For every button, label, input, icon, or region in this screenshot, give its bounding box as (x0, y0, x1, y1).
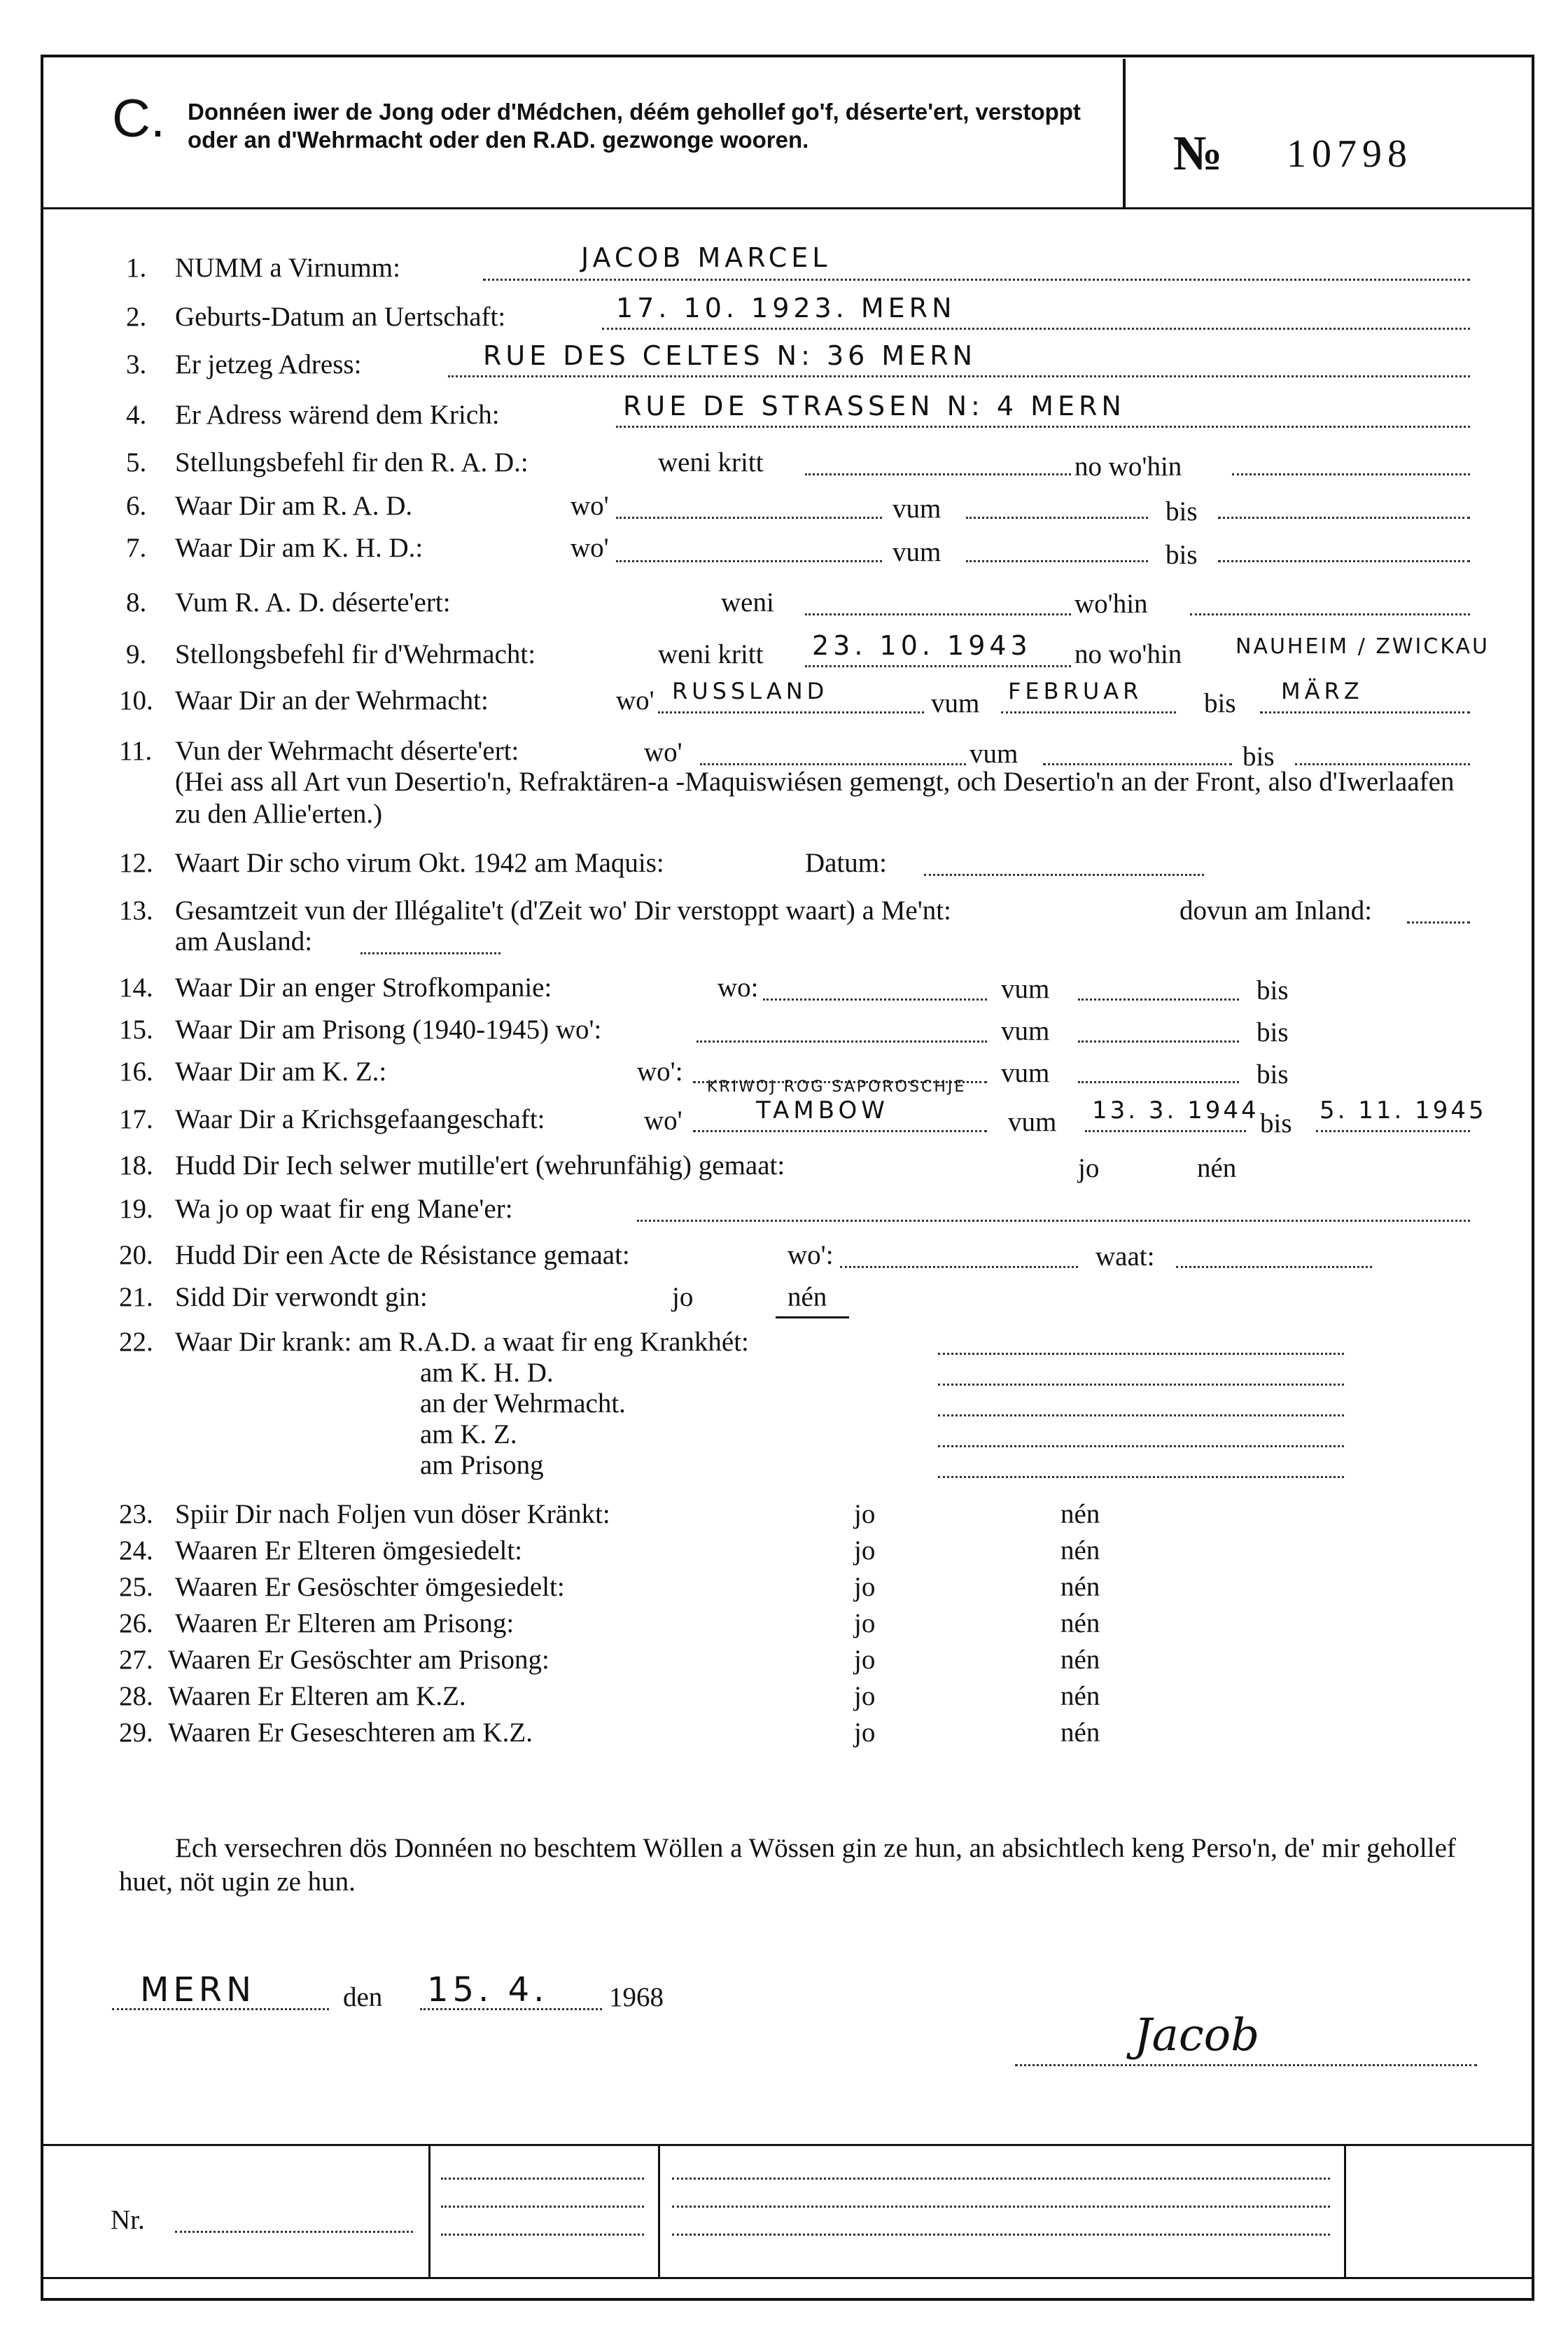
fill-line (360, 952, 500, 954)
fill-line (938, 1353, 1344, 1355)
item-field: jo (854, 1645, 876, 1675)
item-field: bis (1256, 1059, 1289, 1089)
footer-bottom-line (42, 2277, 1533, 2279)
item-label: Spiir Dir nach Foljen vun döser Kränkt: (175, 1499, 610, 1529)
number-sign: № (1173, 127, 1223, 181)
item-number: 4. (126, 400, 147, 430)
item-number: 23. (119, 1499, 153, 1529)
item-field: bis (1242, 741, 1275, 772)
fill-line (696, 1040, 987, 1043)
fill-line (441, 2206, 644, 2208)
declaration-text: Ech versechren dös Donnéen no beschtem Wöllen a Wössen gin ze hun, an absichtlech keng Perso'n, de' mir gehollef huet, nöt ugin ze hun. (119, 1833, 1456, 1897)
item-label: Waar Dir a Krichsgefaangeschaft: (175, 1104, 545, 1134)
item-number: 1. (126, 253, 147, 283)
item-11-note: (Hei ass all Art vun Desertio'n, Refraktären-a -Maquiswiésen gemengt, och Desertio'n an der Front, also d'Iwerlaafen zu den Allie'erten.) (175, 767, 1455, 829)
item-label: Waaren Er Elteren am Prisong: (175, 1608, 514, 1638)
hw-wehr-date: 23. 10. 1943 (812, 630, 1032, 661)
hw-sign-date: 15. 4. (427, 1970, 549, 2010)
fill-line (924, 874, 1204, 876)
item-field: vum (1001, 1058, 1050, 1088)
item-field: bis (1166, 540, 1198, 570)
item-field: bis (1260, 1108, 1292, 1138)
item-field: no wo'hin (1074, 639, 1182, 669)
fill-line (672, 2178, 1330, 2180)
item-number: 10. (119, 685, 153, 716)
fill-line (602, 328, 1470, 330)
item-number: 21. (119, 1282, 153, 1312)
fill-line (840, 1266, 1078, 1268)
item-label: Er jetzeg Adress: (175, 349, 362, 379)
item-field: wo' (570, 533, 609, 563)
header-title: Donnéen iwer de Jong oder d'Médchen, déém gehollef go'f, déserte'ert, verstoppt oder an d'Wehrmacht oder den R.AD. gezwonge wooren. (188, 99, 1081, 153)
item-field: nén (1060, 1572, 1100, 1602)
fill-line (616, 426, 1470, 428)
item-13-abroad: am Ausland: (175, 926, 313, 956)
hw-pow-where: TAMBOW (756, 1096, 889, 1124)
fill-line (1316, 1130, 1470, 1132)
item-number: 7. (126, 533, 147, 563)
item-field: jo (854, 1499, 876, 1529)
item-field: nén (1060, 1718, 1100, 1748)
item-22-sub: am Prisong (420, 1450, 544, 1480)
item-field: vum (969, 739, 1018, 769)
footer-col-divider (1344, 2145, 1346, 2278)
item-field: jo (854, 1681, 876, 1711)
fill-line (1043, 763, 1232, 765)
item-number: 8. (126, 587, 147, 618)
fill-line (1407, 921, 1470, 924)
item-label: Waaren Er Gesöschter am Prisong: (168, 1645, 550, 1675)
item-number: 2. (126, 302, 147, 332)
item-label: Waaren Er Gesöschter ömgesiedelt: (175, 1572, 565, 1602)
hw-birth: 17. 10. 1923. MERN (616, 293, 956, 323)
sign-year: 1968 (609, 1982, 664, 2012)
fill-line (616, 517, 882, 519)
item-number: 3. (126, 349, 147, 379)
item-number: 13. (119, 896, 153, 926)
item-field: wo' (644, 1106, 682, 1136)
item-field: no wo'hin (1074, 452, 1182, 482)
item-label: Sidd Dir verwondt gin: (175, 1282, 428, 1312)
item-field: dovun am Inland: (1180, 896, 1373, 926)
fill-line (1218, 517, 1470, 519)
item-field: vum (892, 537, 941, 567)
item-field: vum (931, 688, 980, 718)
fill-line (693, 1130, 987, 1132)
fill-line (966, 517, 1148, 519)
hw-kz-where: KRIWOJ ROG SAPOROSCHJE (707, 1078, 967, 1096)
fill-line (1176, 1266, 1372, 1268)
item-label: Waar Dir an enger Strofkompanie: (175, 973, 552, 1003)
item-label: Waar Dir am Prisong (1940-1945) wo': (175, 1015, 602, 1045)
hw-pow-to: 5. 11. 1945 (1320, 1096, 1487, 1124)
footer-col-divider (658, 2145, 660, 2278)
item-label: Vun der Wehrmacht déserte'ert: (175, 736, 519, 766)
item-label: Waaren Er Elteren am K.Z. (168, 1681, 466, 1711)
footer-top-line (42, 2144, 1533, 2146)
fill-line (448, 375, 1470, 377)
item-label: Vum R. A. D. déserte'ert: (175, 587, 451, 618)
item-field: nén (788, 1282, 827, 1312)
item-field: weni (721, 587, 774, 618)
item-number: 16. (119, 1057, 153, 1087)
item-field: bis (1166, 496, 1198, 527)
item-field: bis (1204, 688, 1236, 718)
fill-line (938, 1384, 1344, 1386)
fill-line (658, 711, 924, 713)
item-label: Hudd Dir een Acte de Résistance gemaat: (175, 1240, 630, 1270)
hw-address-war: RUE DE STRASSEN N: 4 MERN (623, 391, 1126, 422)
item-label: Waar Dir am R. A. D. (175, 491, 413, 521)
fill-line (938, 1476, 1344, 1478)
fill-line (1001, 711, 1176, 713)
fill-line (441, 2234, 644, 2236)
fill-line (616, 560, 882, 562)
item-number: 9. (126, 639, 147, 669)
item-number: 11. (119, 736, 153, 766)
item-field: nén (1197, 1153, 1237, 1183)
fill-line (483, 279, 1470, 281)
fill-line (1260, 711, 1470, 713)
item-label: Waar Dir am K. Z.: (175, 1057, 387, 1087)
item-number: 12. (119, 848, 153, 878)
item-field: nén (1060, 1499, 1100, 1529)
item-label: Gesamtzeit vun der Illégalite't (d'Zeit wo' Dir verstoppt waart) a Me'nt: (175, 896, 951, 926)
item-field: vum (892, 494, 941, 524)
header-divider (1123, 59, 1126, 209)
fill-line (175, 2231, 413, 2233)
item-label: Waaren Er Elteren ömgesiedelt: (175, 1535, 523, 1566)
hw-name: JACOB MARCEL (581, 242, 832, 273)
header-bottom-line (42, 207, 1533, 209)
item-number: 14. (119, 973, 153, 1003)
item-field: Datum: (805, 848, 887, 878)
item-field: weni kritt (658, 447, 764, 478)
fill-line (1190, 613, 1470, 615)
item-label: Waar Dir an der Wehrmacht: (175, 685, 489, 716)
item-number: 26. (119, 1608, 153, 1638)
item-field: waat: (1096, 1241, 1155, 1272)
fill-line (1078, 1081, 1239, 1083)
fill-line (637, 1220, 1470, 1222)
item-field: nén (1060, 1681, 1100, 1711)
item-number: 28. (119, 1681, 153, 1711)
fill-line (1085, 1130, 1246, 1132)
item-field: jo (854, 1572, 876, 1602)
item-field: bis (1256, 975, 1289, 1005)
signature: Jacob (1134, 2010, 1260, 2061)
form-number: 10798 (1287, 132, 1413, 176)
item-field: jo (1078, 1153, 1100, 1183)
item-label: Wa jo op waat fir eng Mane'er: (175, 1194, 513, 1224)
item-field: jo (854, 1718, 876, 1748)
item-field: jo (672, 1282, 694, 1312)
item-field: weni kritt (658, 639, 764, 669)
fill-line (805, 473, 1071, 475)
footer-col-divider (428, 2145, 430, 2278)
item-22-sub: am K. Z. (420, 1419, 517, 1449)
item-label: Waar Dir am K. H. D.: (175, 533, 424, 563)
fill-line (1295, 763, 1470, 765)
item-number: 29. (119, 1718, 153, 1748)
item-field: wo': (637, 1057, 683, 1087)
item-field: wo': (788, 1240, 834, 1270)
item-number: 17. (119, 1104, 153, 1134)
item-number: 20. (119, 1240, 153, 1270)
item-field: wo' (616, 685, 654, 716)
item-field: vum (1001, 1016, 1050, 1046)
item-field: jo (854, 1535, 876, 1566)
item-number: 27. (119, 1645, 153, 1675)
item-field: jo (854, 1608, 876, 1638)
hw-wehr-place: NAUHEIM / ZWICKAU (1236, 634, 1490, 659)
fill-line (763, 998, 987, 1001)
item-field: wo' (644, 737, 682, 767)
item-field: nén (1060, 1608, 1100, 1638)
item-field: nén (1060, 1535, 1100, 1566)
item-number: 18. (119, 1150, 153, 1181)
item-label: Stellungsbefehl fir den R. A. D.: (175, 447, 528, 478)
fill-line (1218, 560, 1470, 562)
item-label: Waart Dir scho virum Okt. 1942 am Maquis: (175, 848, 664, 878)
item-number: 24. (119, 1535, 153, 1566)
item-number: 25. (119, 1572, 153, 1602)
section-letter: C. (112, 89, 165, 148)
hw-wehr-from: FEBRUAR (1008, 678, 1143, 704)
hw-sign-place: MERN (140, 1970, 255, 2010)
item-field: wo'hin (1074, 589, 1148, 619)
fill-line (672, 2206, 1330, 2208)
fill-line (805, 613, 1071, 615)
item-22-sub: an der Wehrmacht. (420, 1388, 626, 1419)
fill-line (441, 2178, 644, 2180)
hw-pow-from: 13. 3. 1944 (1092, 1096, 1259, 1124)
hw-wehr-to: MÄRZ (1281, 678, 1364, 704)
item-number: 22. (119, 1327, 153, 1357)
footer-nr-label: Nr. (111, 2205, 145, 2235)
item-label: NUMM a Virnumm: (175, 253, 400, 283)
fill-line (966, 560, 1148, 562)
item-label: Geburts-Datum an Uertschaft: (175, 302, 506, 332)
item-label: Hudd Dir Iech selwer mutille'ert (wehrunfähig) gemaat: (175, 1150, 785, 1181)
fill-line (1232, 473, 1470, 475)
item-field: vum (1008, 1107, 1057, 1137)
item-label: Waar Dir krank: am R.A.D. a waat fir eng Krankhét: (175, 1327, 749, 1357)
item-field: vum (1001, 974, 1050, 1004)
fill-line (700, 763, 966, 765)
hw-underline-nen (776, 1316, 849, 1318)
item-22-sub: am K. H. D. (420, 1358, 554, 1388)
fill-line (938, 1414, 1344, 1416)
fill-line (1078, 998, 1239, 1001)
hw-address-now: RUE DES CELTES N: 36 MERN (483, 340, 977, 371)
fill-line (672, 2234, 1330, 2236)
item-number: 19. (119, 1194, 153, 1224)
item-number: 15. (119, 1015, 153, 1045)
item-label: Stellongsbefehl fir d'Wehrmacht: (175, 639, 536, 669)
fill-line (1078, 1040, 1239, 1043)
item-field: bis (1256, 1017, 1289, 1047)
item-field: wo: (718, 973, 759, 1003)
hw-wehr-where: RUSSLAND (672, 678, 829, 704)
item-number: 5. (126, 447, 147, 478)
item-label: Er Adress wärend dem Krich: (175, 400, 500, 430)
signature-line (1015, 2064, 1477, 2066)
sign-den: den (343, 1982, 383, 2012)
item-number: 6. (126, 491, 147, 521)
item-field: nén (1060, 1645, 1100, 1675)
fill-line (938, 1445, 1344, 1447)
fill-line (805, 665, 1071, 667)
item-label: Waaren Er Geseschteren am K.Z. (168, 1718, 533, 1748)
item-field: wo' (570, 491, 609, 521)
